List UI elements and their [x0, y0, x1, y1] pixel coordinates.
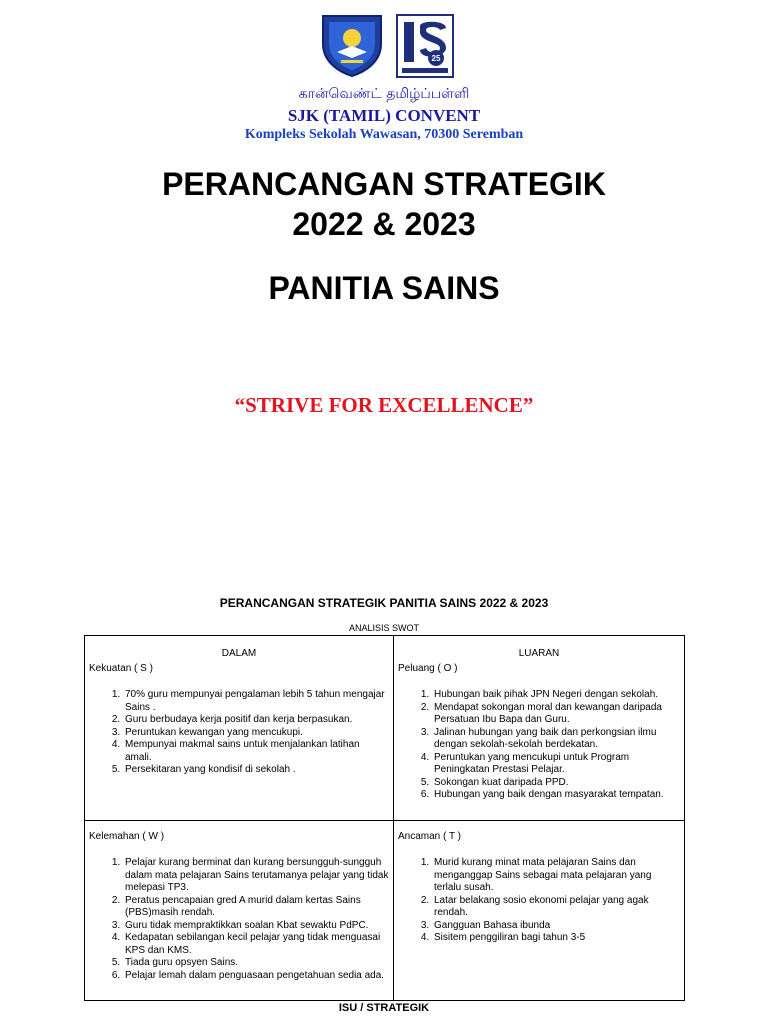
list-item: 2. Peratus pencapaian gred A murid dalam kertas Sains (PBS)masih rendah.	[123, 895, 389, 920]
swot-label: ANALISIS SWOT	[348, 623, 419, 633]
list-item: 6. Pelajar lemah dalam penguasaan pengetahuan sedia ada.	[123, 970, 389, 983]
weaknesses-cell	[85, 820, 394, 1000]
swot-table	[84, 635, 685, 1001]
threats-list	[398, 857, 680, 945]
list-item: 3. Peruntukan kewangan yang mencukupi.	[123, 727, 389, 740]
document-title	[0, 164, 768, 244]
list-item: 4. Sisitem penggiliran bagi tahun 3-5	[432, 932, 680, 945]
logo-number: 25	[431, 54, 441, 63]
opportunities-cell	[394, 636, 685, 821]
list-item: 1. Murid kurang minat mata pelajaran Sains dan menganggap Sains sebagai mata pelajaran yang terlalu susah.	[432, 857, 680, 895]
strengths-title: Kekuatan ( S )	[89, 662, 153, 674]
threats-title: Ancaman ( T )	[398, 830, 461, 842]
list-item: 5. Persekitaran yang kondisif di sekolah .	[123, 764, 389, 777]
opportunities-title: Peluang ( O )	[398, 662, 458, 674]
title-line-2: 2022 & 2023	[292, 206, 476, 242]
list-item: 1. Hubungan baik pihak JPN Negeri dengan sekolah.	[432, 689, 680, 702]
list-item: 4. Kedapatan sebilangan kecil pelajar yang tidak menguasai KPS dan KMS.	[123, 932, 389, 957]
luaran-heading: LUARAN	[518, 648, 560, 659]
list-item: 2. Guru berbudaya kerja positif dan kerja berpasukan.	[123, 714, 389, 727]
swot-row-bottom	[85, 820, 685, 1000]
school-crest-logo	[317, 12, 387, 78]
strengths-list	[89, 689, 389, 777]
strengths-cell	[85, 636, 394, 821]
list-item: 4. Mempunyai makmal sains untuk menjalankan latihan amali.	[123, 739, 389, 764]
list-item: 6. Hubungan yang baik dengan masyarakat tempatan.	[432, 789, 680, 802]
list-item: 3. Jalinan hubungan yang baik dan perkongsian ilmu dengan sekolah-sekolah berdekatan.	[432, 727, 680, 752]
school-name-tamil: கான்வெண்ட் தமிழ்ப்பள்ளி	[298, 86, 470, 102]
list-item: 5. Sokongan kuat daripada PPD.	[432, 777, 680, 790]
school-name: SJK (TAMIL) CONVENT	[287, 106, 481, 125]
list-item: 3. Gangguan Bahasa ibunda	[432, 920, 680, 933]
list-item: 2. Mendapat sokongan moral dan kewangan daripada Persatuan Ibu Bapa dan Guru.	[432, 702, 680, 727]
school-address: Kompleks Sekolah Wawasan, 70300 Seremban	[244, 127, 524, 142]
motto: “STRIVE FOR EXCELLENCE”	[234, 393, 534, 417]
list-item: 1. 70% guru mempunyai pengalaman lebih 5 tahun mengajar Sains .	[123, 689, 389, 714]
is-anniversary-logo	[396, 14, 454, 78]
list-item: 4. Peruntukan yang mencukupi untuk Program Peningkatan Prestasi Pelajar.	[432, 752, 680, 777]
list-item: 5. Tiada guru opsyen Sains.	[123, 957, 389, 970]
weaknesses-title: Kelemahan ( W )	[89, 830, 165, 842]
weaknesses-list	[89, 857, 389, 982]
list-item: 3. Guru tidak mempraktikkan soalan Kbat sewaktu PdPC.	[123, 920, 389, 933]
title-line-1: PERANCANGAN STRATEGIK	[162, 166, 606, 202]
footer-title: ISU / STRATEGIK	[338, 1002, 430, 1014]
swot-row-top	[85, 636, 685, 821]
panitia-title: PANITIA SAINS	[268, 270, 500, 306]
logo-row	[0, 12, 768, 80]
opportunities-list	[398, 689, 680, 802]
threats-cell	[394, 820, 685, 1000]
section-title: PERANCANGAN STRATEGIK PANITIA SAINS 2022 & 2023	[219, 596, 549, 610]
list-item: 2. Latar belakang sosio ekonomi pelajar yang agak rendah.	[432, 895, 680, 920]
list-item: 1. Pelajar kurang berminat dan kurang bersungguh-sungguh dalam mata pelajaran Sains terutamanya pelajar yang tidak melepasi TP3.	[123, 857, 389, 895]
dalam-heading: DALAM	[221, 648, 257, 659]
